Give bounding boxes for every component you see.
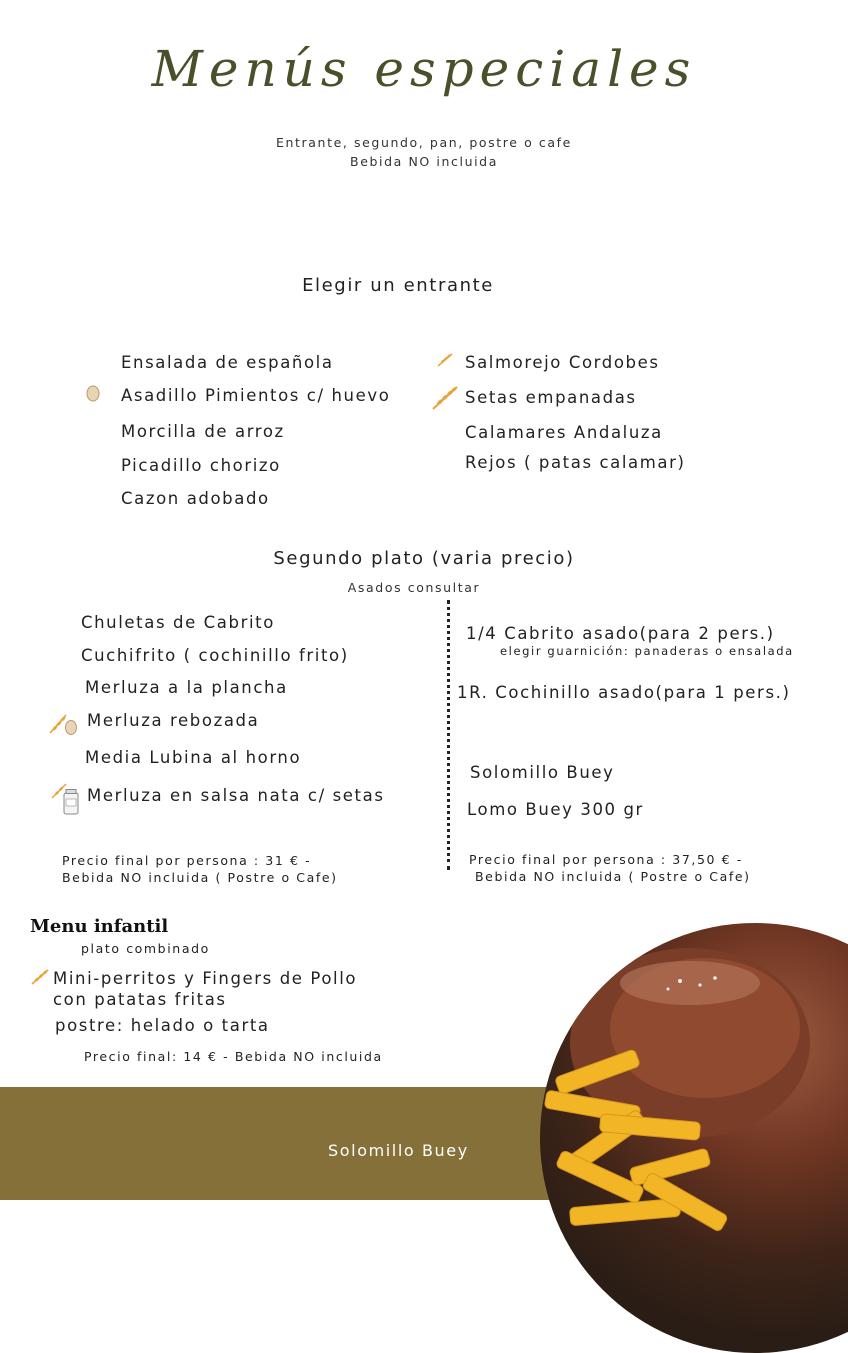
price-right-line-2: Bebida NO incluida ( Postre o Cafe) <box>475 869 751 884</box>
segundo-item: Merluza en salsa nata c/ setas <box>87 786 385 805</box>
segundo-item: Chuletas de Cabrito <box>81 613 275 632</box>
column-divider <box>447 600 450 870</box>
entrante-item: Ensalada de española <box>121 353 334 372</box>
kids-menu-line-1: Mini-perritos y Fingers de Pollo <box>53 969 358 988</box>
entrante-item: Asadillo Pimientos c/ huevo <box>121 386 391 405</box>
subtitle-line-1: Entrante, segundo, pan, postre o cafe <box>276 135 572 150</box>
entrante-item: Calamares Andaluza <box>465 423 663 442</box>
segundo-item: Merluza rebozada <box>87 711 260 730</box>
kids-menu-line-3: postre: helado o tarta <box>55 1016 270 1035</box>
entrante-item: Cazon adobado <box>121 489 270 508</box>
wheat-icon <box>30 968 50 986</box>
wheat-icon <box>436 352 454 368</box>
milk-jar-icon <box>62 788 80 816</box>
kids-menu-subtitle: plato combinado <box>81 941 210 956</box>
segundos-heading: Segundo plato (varia precio) <box>273 548 575 569</box>
cabrito-note: elegir guarnición: panaderas o ensalada <box>500 644 794 658</box>
entrante-item: Picadillo chorizo <box>121 456 281 475</box>
entrantes-heading: Elegir un entrante <box>302 275 494 296</box>
segundo-item: Media Lubina al horno <box>85 748 302 767</box>
subtitle-line-2: Bebida NO incluida <box>350 154 498 169</box>
egg-icon <box>85 384 101 402</box>
steak-photo <box>540 923 848 1353</box>
segundo-item: Lomo Buey 300 gr <box>467 800 644 819</box>
segundo-item: Merluza a la plancha <box>85 678 288 697</box>
segundo-item: Solomillo Buey <box>470 763 615 782</box>
price-left-line-2: Bebida NO incluida ( Postre o Cafe) <box>62 870 338 885</box>
kids-menu-price: Precio final: 14 € - Bebida NO incluida <box>84 1049 383 1064</box>
entrante-item: Setas empanadas <box>465 388 637 407</box>
entrante-item: Rejos ( patas calamar) <box>465 453 686 472</box>
segundo-item: 1/4 Cabrito asado(para 2 pers.) <box>466 624 775 643</box>
entrante-item: Morcilla de arroz <box>121 422 285 441</box>
page-title: Menús especiales <box>151 40 697 98</box>
kids-menu-line-2: con patatas fritas <box>53 990 227 1009</box>
segundos-subheading: Asados consultar <box>347 580 481 595</box>
entrante-item: Salmorejo Cordobes <box>465 353 660 372</box>
price-right-line-1: Precio final por persona : 37,50 € - <box>469 852 743 867</box>
photo-caption: Solomillo Buey <box>328 1141 469 1160</box>
segundo-item: 1R. Cochinillo asado(para 1 pers.) <box>457 683 791 702</box>
wheat-icon <box>431 385 459 411</box>
kids-menu-title: Menu infantil <box>30 916 169 937</box>
steak-illustration <box>540 923 848 1353</box>
egg-icon <box>64 718 78 736</box>
price-left-line-1: Precio final por persona : 31 € - <box>62 853 312 868</box>
segundo-item: Cuchifrito ( cochinillo frito) <box>81 646 349 665</box>
